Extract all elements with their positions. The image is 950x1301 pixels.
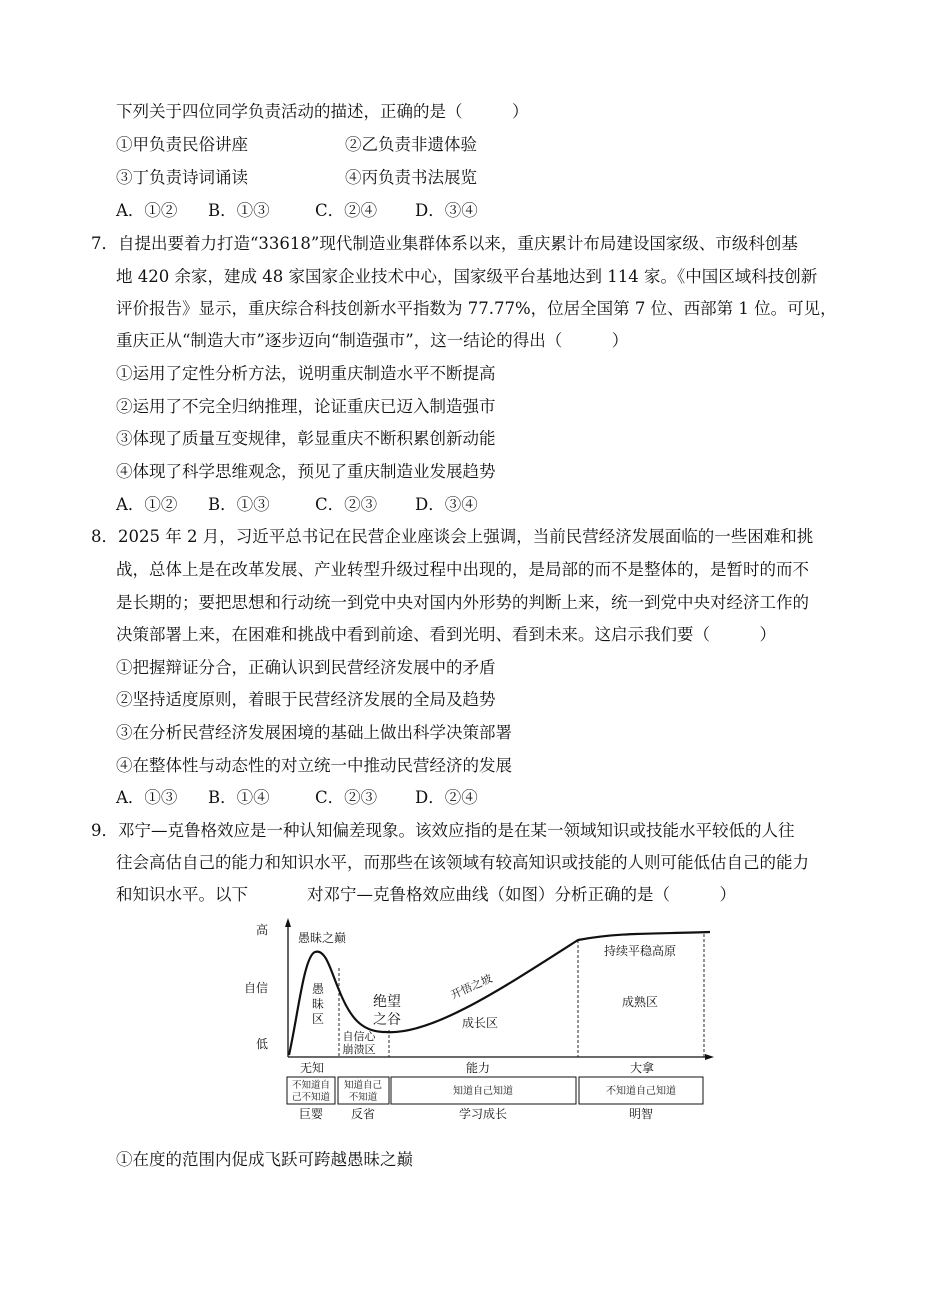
q6-option-b: B．①③ bbox=[208, 201, 270, 220]
q7-option-c: C．②③ bbox=[315, 495, 378, 514]
q8-line-3: 是长期的；要把思想和行动统一到党中央对国内外形势的判断上来，统一到党中央对经济工作的 bbox=[116, 593, 809, 612]
q6-statement-1: ①甲负责民俗讲座 bbox=[116, 135, 248, 154]
q6-stem: 下列关于四位同学负责活动的描述，正确的是（ ） bbox=[116, 102, 529, 121]
q9-line-1: 9．邓宁—克鲁格效应是一种认知偏差现象。该效应指的是在某一领域知识或技能水平较低的人往 bbox=[91, 821, 795, 840]
y-axis-arrow bbox=[285, 918, 291, 927]
q8-statement-1: ①把握辩证分合，正确认识到民营经济发展中的矛盾 bbox=[116, 658, 496, 677]
stage-wisdom: 明智 bbox=[628, 1107, 654, 1121]
plateau-label: 持续平稳高原 bbox=[603, 944, 677, 958]
q7-option-d: D．③④ bbox=[415, 495, 478, 514]
growth-zone-label: 成长区 bbox=[461, 1016, 499, 1030]
x-master-label: 大拿 bbox=[629, 1061, 655, 1075]
q8-statement-4: ④在整体性与动态性的对立统一中推动民营经济的发展 bbox=[116, 756, 512, 775]
stage-learning: 学习成长 bbox=[458, 1107, 508, 1121]
collapse-zone-2: 崩溃区 bbox=[342, 1043, 376, 1056]
slope-label: 开悟之坡 bbox=[448, 971, 495, 1002]
box1-line2: 己不知道 bbox=[291, 1092, 331, 1103]
q7-line-2: 地 420 余家，建成 48 家国家企业技术中心，国家级平台基地达到 114 家。《中国区域科技创新 bbox=[116, 267, 818, 286]
valley-label-2: 之谷 bbox=[373, 1012, 401, 1028]
box2-line2: 不知道 bbox=[348, 1092, 378, 1103]
y-axis-label: 自信 bbox=[243, 981, 269, 995]
q7-option-a: A．①② bbox=[116, 495, 178, 514]
q6-option-a: A．①② bbox=[116, 201, 178, 220]
q8-line-2: 战，总体上是在改革发展、产业转型升级过程中出现的，是局部的而不是整体的，是暂时的而不 bbox=[116, 560, 809, 579]
y-high-label: 高 bbox=[255, 923, 269, 937]
x-ability-label: 能力 bbox=[465, 1061, 491, 1075]
q7-line-3: 评价报告》显示，重庆综合科技创新水平指数为 77.77%，位居全国第 7 位、西部第 1 位。可见， bbox=[116, 299, 837, 318]
x-axis-arrow bbox=[705, 1054, 714, 1060]
q6-statement-4: ④丙负责书法展览 bbox=[345, 168, 477, 187]
q7-statement-3: ③体现了质量互变规律，彰显重庆不断积累创新动能 bbox=[116, 429, 496, 448]
q8-option-a: A．①③ bbox=[116, 788, 178, 807]
q9-statement-1: ①在度的范围内促成飞跃可跨越愚昧之巅 bbox=[116, 1150, 413, 1169]
q7-statement-2: ②运用了不完全归纳推理，论证重庆已迈入制造强市 bbox=[116, 397, 496, 416]
x-ignorant-label: 无知 bbox=[299, 1061, 325, 1075]
ignorance-zone-2: 昧 bbox=[311, 997, 325, 1011]
y-low-label: 低 bbox=[255, 1037, 269, 1051]
stage-reflection: 反省 bbox=[350, 1107, 376, 1121]
q8-statement-3: ③在分析民营经济发展困境的基础上做出科学决策部署 bbox=[116, 723, 512, 742]
q8-line-4: 决策部署上来，在困难和挑战中看到前途、看到光明、看到未来。这启示我们要（ ） bbox=[116, 625, 776, 644]
mature-zone-label: 成熟区 bbox=[621, 995, 659, 1009]
q8-option-c: C．②③ bbox=[315, 788, 378, 807]
q8-line-1: 8．2025 年 2 月，习近平总书记在民营企业座谈会上强调，当前民营经济发展面临的一些困难和挑 bbox=[91, 527, 814, 546]
q8-statement-2: ②坚持适度原则，着眼于民营经济发展的全局及趋势 bbox=[116, 690, 496, 709]
box3-text: 知道自己知道 bbox=[453, 1086, 513, 1097]
q7-line-4: 重庆正从“制造大市”逐步迈向“制造强市”，这一结论的得出（ ） bbox=[116, 331, 629, 350]
ignorance-zone-3: 区 bbox=[311, 1012, 325, 1026]
collapse-zone-1: 自信心 bbox=[342, 1030, 376, 1043]
q9-line-2: 往会高估自己的能力和知识水平，而那些在该领域有较高知识或技能的人则可能低估自己的能力 bbox=[116, 853, 809, 872]
q9-line-3a: 和知识水平。以下 bbox=[116, 885, 248, 904]
box2-line1: 知道自己 bbox=[343, 1080, 383, 1091]
q7-statement-1: ①运用了定性分析方法，说明重庆制造水平不断提高 bbox=[116, 364, 496, 383]
stage-giant-baby: 巨婴 bbox=[298, 1107, 324, 1121]
q6-statement-3: ③丁负责诗词诵读 bbox=[116, 168, 248, 187]
q9-line-3b: 对邓宁—克鲁格效应曲线（如图）分析正确的是（ ） bbox=[307, 885, 736, 904]
valley-label-1: 绝望 bbox=[373, 994, 401, 1010]
q8-option-b: B．①④ bbox=[208, 788, 270, 807]
peak-label: 愚昧之巅 bbox=[297, 931, 347, 945]
q6-statement-2: ②乙负责非遗体验 bbox=[345, 135, 477, 154]
q8-option-d: D．②④ bbox=[415, 788, 478, 807]
q7-line-1: 7．自提出要着力打造“33618”现代制造业集群体系以来，重庆累计布局建设国家级、市级科创基 bbox=[91, 234, 798, 253]
q6-option-d: D．③④ bbox=[415, 201, 478, 220]
q7-option-b: B．①③ bbox=[208, 495, 270, 514]
q6-option-c: C．②④ bbox=[315, 201, 378, 220]
box1-line1: 不知道自 bbox=[291, 1080, 331, 1091]
q7-statement-4: ④体现了科学思维观念，预见了重庆制造业发展趋势 bbox=[116, 462, 496, 481]
box4-text: 不知道自己知道 bbox=[606, 1086, 676, 1097]
ignorance-zone-1: 愚 bbox=[311, 982, 325, 996]
